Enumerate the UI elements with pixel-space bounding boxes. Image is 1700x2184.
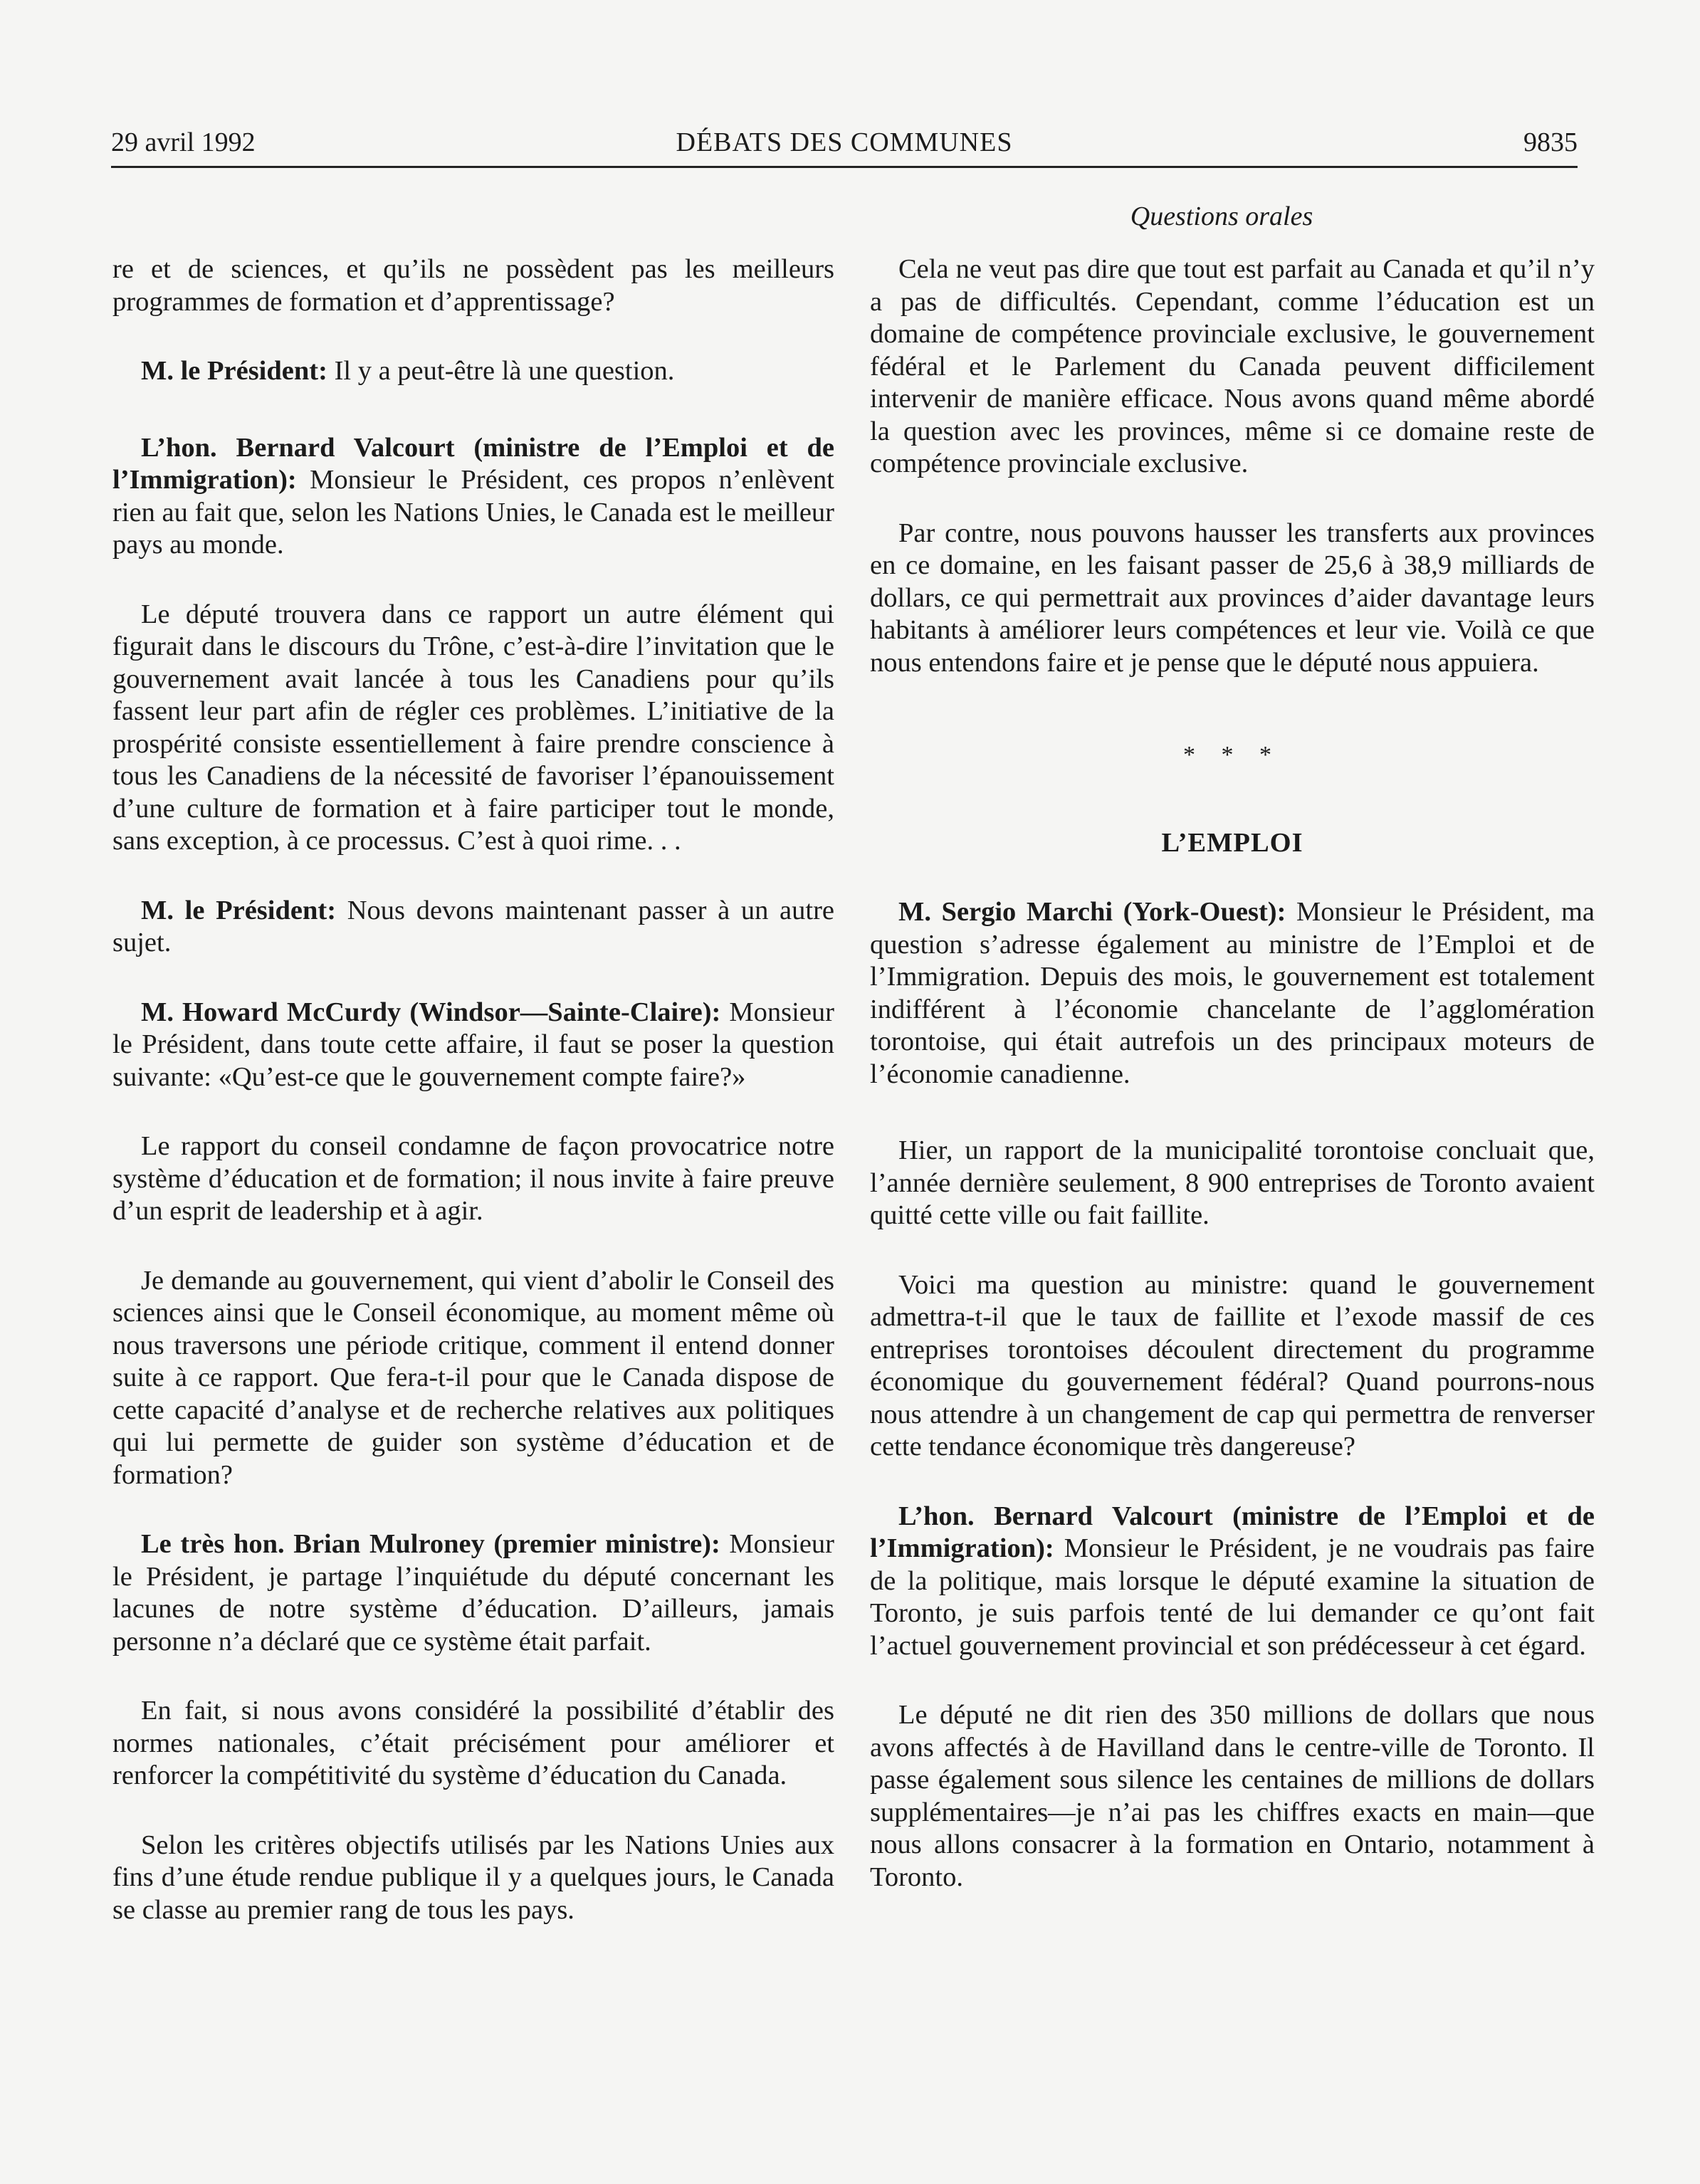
header-page-number: 9835 xyxy=(1523,127,1578,157)
left-column xyxy=(112,253,834,1926)
right-paragraph-1: Cela ne veut pas dire que tout est parfait au Canada et qu’il n’y a pas de difficultés. Cependant, comme l’éducation est un domaine de compétence provinciale exclusive, le gouvernement fédéral et le Parlement du Canada peuvent difficilement intervenir de manière efficace. Nous avons quand même abordé la question avec les provinces, même si ce domaine reste de compétence provinciale exclusive. xyxy=(870,254,1595,478)
right-column xyxy=(870,253,1595,1894)
running-head xyxy=(111,122,1578,162)
left-paragraph-2 xyxy=(112,355,834,388)
header-date: 29 avril 1992 xyxy=(111,127,256,157)
speech-text: Nous devons maintenant passer à un autre sujet. xyxy=(112,895,834,957)
speech-text: Monsieur le Président, je partage l’inquiétude du député concernant les lacunes de notre système d’éducation. D’ailleurs, jamais personne n’a déclaré que ce système était parfait. xyxy=(112,1529,834,1657)
right-paragraph-4: Hier, un rapport de la municipalité torontoise concluait que, l’année dernière seulement, 8 900 entreprises de Toronto avaient quitté cette ville ou fait faillite. xyxy=(870,1135,1595,1230)
speaker-name: L’hon. Bernard Valcourt (ministre de l’Emploi et de l’Immigration): xyxy=(112,432,834,495)
speaker-name: M. le Président: xyxy=(141,895,337,925)
speech-text: Monsieur le Président, dans toute cette affaire, il faut se poser la question suivante: «Qu’est-ce que le gouvernement compte faire?» xyxy=(112,997,835,1092)
left-paragraph-3 xyxy=(112,432,834,562)
speech-text: Monsieur le Président, je ne voudrais pas faire de la politique, mais lorsque le député examine la situation de Toronto, je suis parfois tenté de lui demander ce qu’ont fait l’actuel gouvernement provincial et son prédécesseur à cet égard. xyxy=(870,1533,1595,1661)
header-rule xyxy=(111,166,1578,168)
right-paragraph-6 xyxy=(870,1501,1595,1663)
section-separator: * * * xyxy=(1183,742,1281,768)
speech-text: Il y a peut-être là une question. xyxy=(327,356,675,386)
left-paragraph-5 xyxy=(112,895,834,960)
speaker-name: M. Sergio Marchi (York-Ouest): xyxy=(898,897,1286,927)
right-paragraph-7: Le député ne dit rien des 350 millions de dollars que nous avons affectés à de Havilland dans le centre-ville de Toronto. Il passe également sous silence les centaines de millions de dollars supplémentaires—je n’ai pas les chiffres exacts en main—que nous allons consacrer à la formation en Ontario, notamment à Toronto. xyxy=(870,1700,1595,1892)
left-paragraph-8: Je demande au gouvernement, qui vient d’abolir le Conseil des sciences ainsi que le Conseil économique, au moment même où nous traversons une période critique, comment il entend donner suite à ce rapport. Que fera-t-il pour que le Canada dispose de cette capacité d’analyse et de recherche relatives aux politiques qui lui permette de guider son système d’éducation et de formation? xyxy=(112,1265,834,1490)
left-paragraph-7: Le rapport du conseil condamne de façon provocatrice notre système d’éducation et de formation; il nous invite à faire preuve d’un esprit de leadership et à agir. xyxy=(112,1131,834,1226)
right-paragraph-2: Par contre, nous pouvons hausser les transferts aux provinces en ce domaine, en les faisant passer de 25,6 à 38,9 milliards de dollars, ce qui permettrait aux provinces d’aider davantage leurs habitants à améliorer leurs compétences et leur vie. Voilà ce que nous entendons faire et je pense que le député nous appuiera. xyxy=(870,518,1595,678)
right-paragraph-5: Voici ma question au ministre: quand le gouvernement admettra-t-il que le taux de faillite et l’exode massif de ces entreprises torontoises découlent directement du programme économique du gouvernement fédéral? Quand pourrons-nous nous attendre à un changement de cap qui permettra de renverser cette tendance économique très dangereuse? xyxy=(870,1269,1595,1461)
section-title: L’EMPLOI xyxy=(1161,827,1303,858)
left-paragraph-4: Le député trouvera dans ce rapport un autre élément qui figurait dans le discours du Trône, c’est-à-dire l’invitation que le gouvernement avait lancée à tous les Canadiens pour qu’ils fassent leur part afin de régler ces problèmes. L’initiative de la prospérité consiste essentiellement à faire prendre conscience à tous les Canadiens de la nécessité de favoriser l’épanouissement d’une culture de formation et à faire participer tout le monde, sans exception, à ce processus. C’est à quoi rime. . . xyxy=(112,599,834,856)
header-title: DÉBATS DES COMMUNES xyxy=(676,127,1013,157)
left-paragraph-1: re et de sciences, et qu’ils ne possèdent pas les meilleurs programmes de formation et d’apprentissage? xyxy=(112,254,834,317)
left-paragraph-9 xyxy=(112,1528,834,1658)
left-paragraph-11: Selon les critères objectifs utilisés par les Nations Unies aux fins d’une étude rendue publique il y a quelques jours, le Canada se classe au premier rang de tous les pays. xyxy=(112,1829,834,1925)
left-paragraph-6 xyxy=(112,997,834,1094)
speaker-name: M. le Président: xyxy=(141,356,327,386)
speaker-name: L’hon. Bernard Valcourt (ministre de l’Emploi et de l’Immigration): xyxy=(870,1501,1595,1563)
speech-text: Monsieur le Président, ces propos n’enlèvent rien au fait que, selon les Nations Unies, le Canada est le meilleur pays au monde. xyxy=(112,465,834,560)
speaker-name: M. Howard McCurdy (Windsor—Sainte-Claire): xyxy=(141,997,721,1027)
speech-text: Monsieur le Président, ma question s’adresse également au ministre de l’Emploi et de l’Immigration. Depuis des mois, le gouvernement est totalement indifférent à l’économie chancelante de l’agglomération torontoise, qui était autrefois un des principaux moteurs de l’économie canadienne. xyxy=(870,897,1595,1089)
left-paragraph-10: En fait, si nous avons considéré la possibilité d’établir des normes nationales, c’était précisément pour améliorer et renforcer la compétitivité du système d’éducation du Canada. xyxy=(112,1696,834,1790)
right-paragraph-3 xyxy=(870,896,1595,1091)
speaker-name: Le très hon. Brian Mulroney (premier ministre): xyxy=(141,1529,720,1559)
section-label: Questions orales xyxy=(1130,201,1313,231)
